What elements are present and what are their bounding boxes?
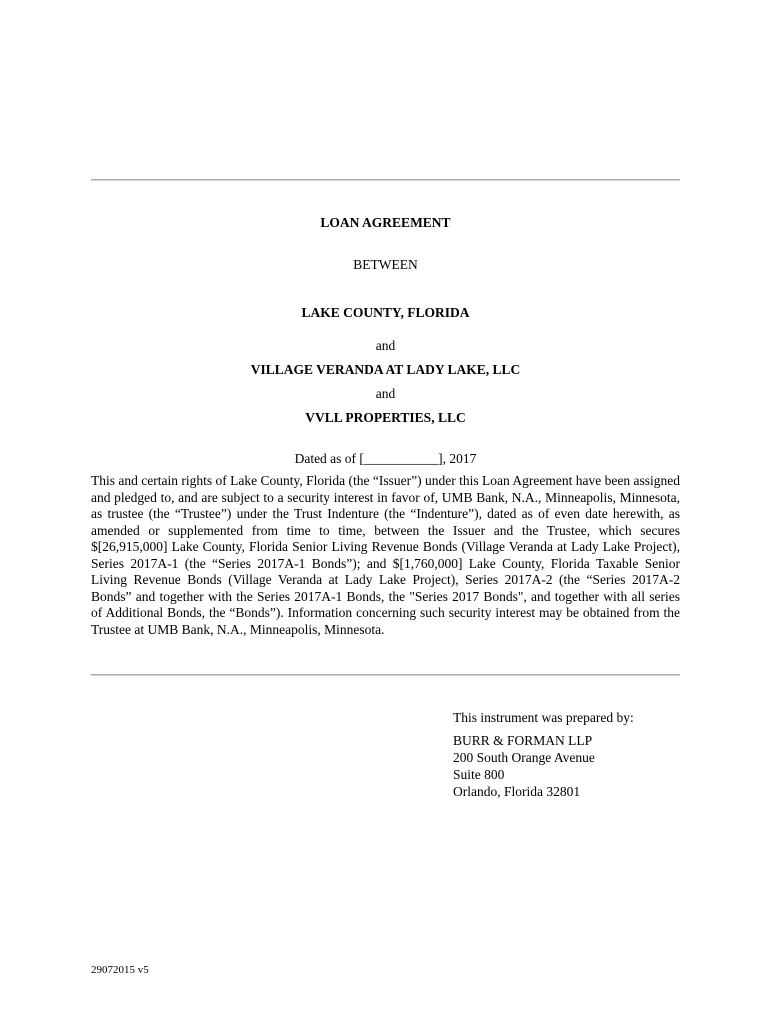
preparer-heading: This instrument was prepared by: [453, 710, 634, 725]
document-code: 29072015 v5 [91, 964, 149, 976]
preparer-city: Orlando, Florida 32801 [453, 784, 581, 799]
document-title: LOAN AGREEMENT [320, 215, 451, 230]
and-connector-2: and [375, 386, 396, 401]
preparer-firm: BURR & FORMAN LLP [453, 733, 593, 748]
bottom-divider [91, 674, 680, 675]
and-connector-1: and [375, 338, 396, 353]
party-vvll-properties: VVLL PROPERTIES, LLC [305, 410, 466, 425]
assignment-notice: This and certain rights of Lake County, Florida (the “Issuer”) under this Loan Agreement have been assigned and pledged to, and are subject to a security interest in favor of, UMB Bank, N.A., Minneapolis, Minnesota, as trustee (the “Trustee”) under the Trust Indenture (the “Indenture”), dated as of even date herewith, as amended or supplemented from time to time, between the Issuer and the Trustee, which secures $[26,915,000] Lake County, Florida Senior Living Revenue Bonds (Village Veranda at Lady Lake Project), Series 2017A-1 (the “Series 2017A-1 Bonds”); and $[1,760,000] Lake County, Florida Taxable Senior Living Revenue Bonds (Village Veranda at Lady Lake Project), Series 2017A-2 (the “Series 2017A-2 Bonds” and together with the Series 2017A-1 Bonds, the "Series 2017 Bonds", and together with all series of Additional Bonds, the “Bonds”). Information concerning such security interest may be obtained from the Trustee at UMB Bank, N.A., Minneapolis, Minnesota. [91, 473, 680, 637]
preparer-street: 200 South Orange Avenue [453, 750, 595, 765]
dated-line: Dated as of [___________], 2017 [294, 451, 477, 466]
between-label: BETWEEN [353, 257, 418, 272]
party-village-veranda: VILLAGE VERANDA AT LADY LAKE, LLC [250, 362, 521, 377]
preparer-suite: Suite 800 [453, 767, 505, 782]
top-divider [91, 179, 680, 180]
preparer-address-block [453, 733, 595, 801]
party-lake-county: LAKE COUNTY, FLORIDA [301, 305, 470, 320]
